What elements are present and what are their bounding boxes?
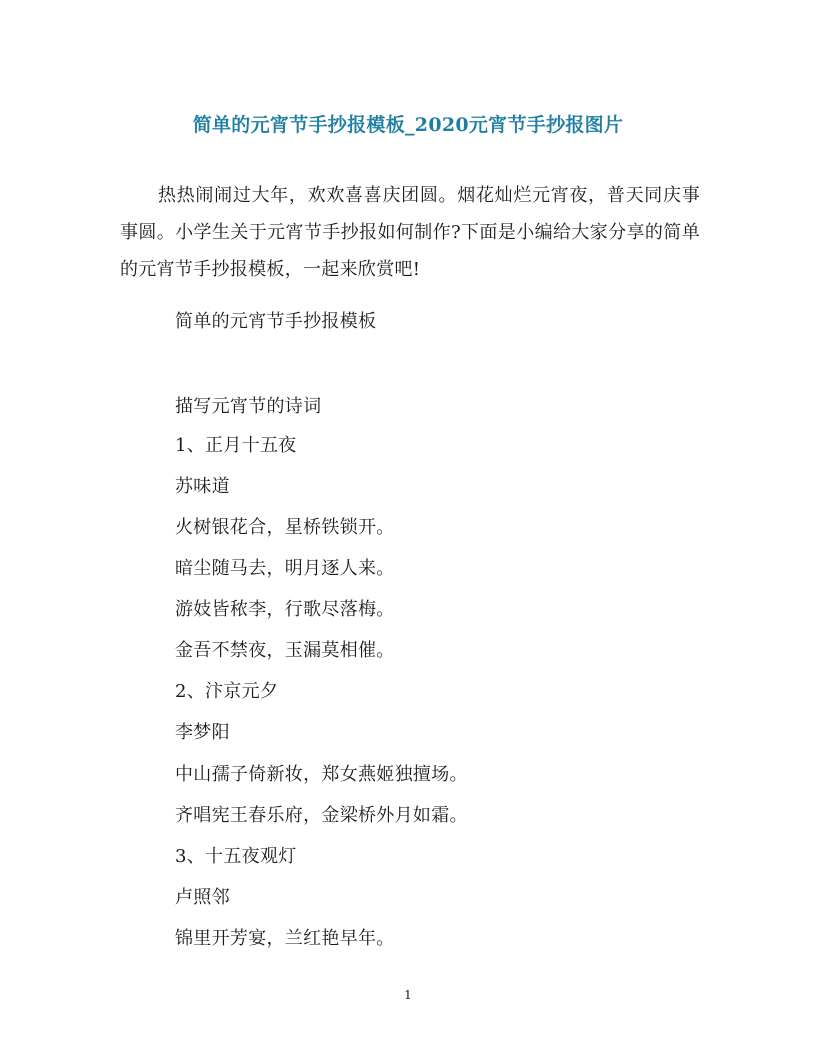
- poem-title-1: 1、正月十五夜: [175, 435, 297, 456]
- poem-author-2: 李梦阳: [175, 722, 230, 743]
- poem-line: 金吾不禁夜，玉漏莫相催。: [175, 640, 395, 661]
- poem-title-3: 3、十五夜观灯: [175, 846, 297, 867]
- poem-title-2: 2、汴京元夕: [175, 681, 279, 702]
- section-heading-poems: 描写元宵节的诗词: [175, 396, 322, 417]
- page-number: 1: [404, 988, 412, 1002]
- poem-author-3: 卢照邻: [175, 887, 230, 908]
- document-title: 简单的元宵节手抄报模板_2020元宵节手抄报图片: [192, 114, 624, 136]
- poem-line: 游妓皆秾李，行歌尽落梅。: [175, 599, 395, 620]
- section-heading-template: 简单的元宵节手抄报模板: [175, 311, 377, 332]
- poem-line: 锦里开芳宴，兰红艳早年。: [175, 928, 395, 949]
- poem-line: 齐唱宪王春乐府，金梁桥外月如霜。: [175, 805, 468, 826]
- poem-line: 火树银花合，星桥铁锁开。: [175, 517, 395, 538]
- poem-line: 暗尘随马去，明月逐人来。: [175, 558, 395, 579]
- intro-paragraph: 热热闹闹过大年，欢欢喜喜庆团圆。烟花灿烂元宵夜，普天同庆事事圆。小学生关于元宵节手抄报如何制作?下面是小编给大家分享的简单的元宵节手抄报模板，一起来欣赏吧!: [120, 185, 700, 280]
- poem-author-1: 苏味道: [175, 476, 230, 497]
- poem-line: 中山孺子倚新妆，郑女燕姬独擅场。: [175, 764, 468, 785]
